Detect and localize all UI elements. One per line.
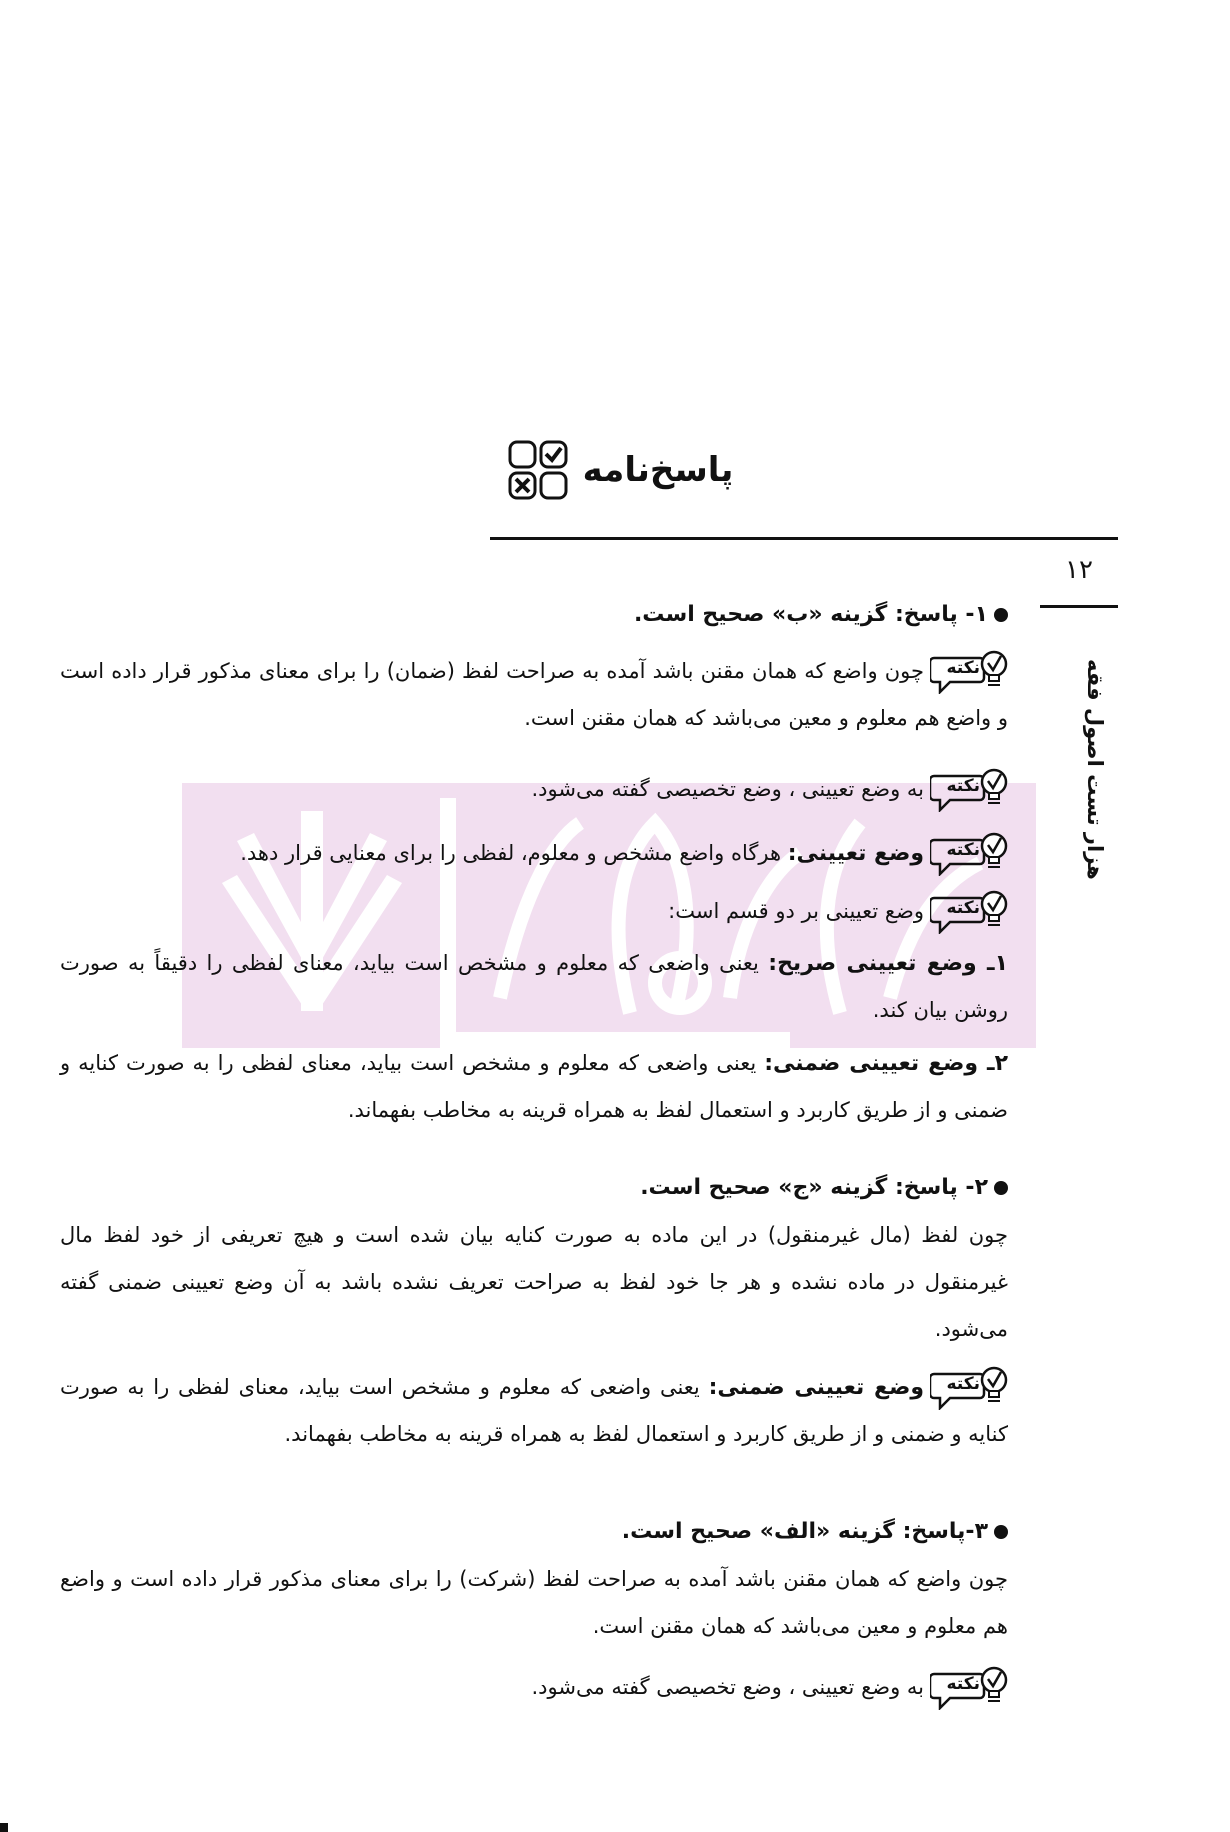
note-block: نکته وضع تعیینی بر دو قسم است: [60, 888, 1008, 935]
note-badge: نکته [930, 1668, 1008, 1708]
answer-heading-3: ۳-پاسخ: گزینه «الف» صحیح است. [60, 1512, 1008, 1552]
paragraph: چون لفظ (مال غیرمنقول) در این ماده به صورت کنایه بیان شده است و هیچ تعریفی از خود لفظ مال غیرمنقول در ماده نشده و هر جا خود لفظ به صراحت تعریف نشده باشد به آن وضع تعیینی ضمنی گفته می‌شود. [60, 1223, 1008, 1341]
note-badge: نکته [930, 652, 1008, 692]
note-badge: نکته [930, 1368, 1008, 1408]
running-side-title: هزار تست اصول فقه [1083, 659, 1107, 880]
note-block: نکته چون واضع که همان مقنن باشد آمده به صراحت لفظ (ضمان) را برای معنای مذکور قرار داده است و واضع هم معلوم و معین می‌باشد که همان مقنن است. [60, 648, 1008, 742]
page-title-text: پاسخ‌نامه [582, 450, 734, 490]
answer-sheet-checkbox-icon [507, 439, 569, 501]
note-block: نکته وضع تعیینی: هرگاه واضع مشخص و معلوم، لفظی را برای معنایی قرار دهد. [60, 830, 1008, 877]
page-number-rule [1040, 605, 1118, 608]
note-badge: نکته [930, 834, 1008, 874]
list-item: ۲ـ وضع تعیینی ضمنی: یعنی واضعی که معلوم و مشخص است بیاید، معنای لفظی را به صورت کنایه و ضمنی و از طریق کاربرد و استعمال لفظ به همراه قرینه به مخاطب بفهماند. [60, 1051, 1008, 1122]
note-block: نکته به وضع تعیینی ، وضع تخصیصی گفته می‌شود. [60, 1664, 1008, 1711]
answer-heading-1: ۱- پاسخ: گزینه «ب» صحیح است. [60, 595, 1008, 635]
note-block: نکته به وضع تعیینی ، وضع تخصیصی گفته می‌شود. [60, 766, 1008, 813]
page-number: ۱۲ [1065, 555, 1093, 585]
list-item: ۱ـ وضع تعیینی صریح: یعنی واضعی که معلوم و مشخص است بیاید، معنای لفظی را دقیقاً به صورت روشن بیان کند. [60, 951, 1008, 1022]
paragraph: چون واضع که همان مقنن باشد آمده به صراحت لفظ (شرکت) را برای معنای مذکور قرار داده است و واضع هم معلوم و معین می‌باشد که همان مقنن است. [60, 1567, 1008, 1638]
header-rule [490, 537, 1118, 540]
bullet-icon [994, 1181, 1008, 1195]
page-title [470, 420, 770, 520]
note-block: نکته وضع تعیینی ضمنی: یعنی واضعی که معلوم و مشخص است بیاید، معنای لفظی را به صورت کنایه و ضمنی و از طریق کاربرد و استعمال لفظ به همراه قرینه به مخاطب بفهماند. [60, 1364, 1008, 1458]
bullet-icon [994, 608, 1008, 622]
note-badge: نکته [930, 770, 1008, 810]
answer-heading-2: ۲- پاسخ: گزینه «ج» صحیح است. [60, 1168, 1008, 1208]
scan-artifact [0, 1823, 8, 1832]
bullet-icon [994, 1525, 1008, 1539]
note-badge: نکته [930, 892, 1008, 932]
